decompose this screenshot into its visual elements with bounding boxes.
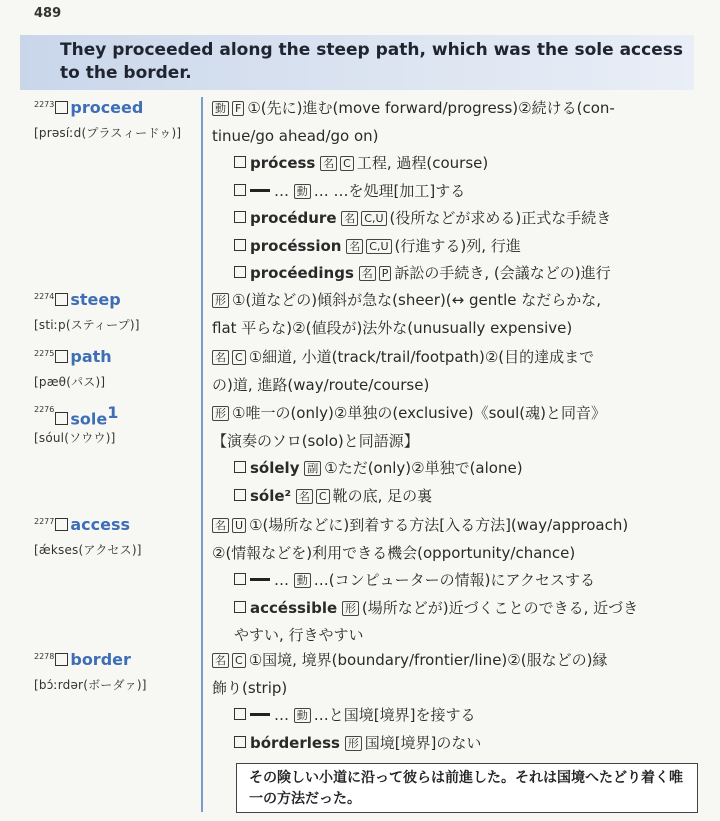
headword: path xyxy=(70,347,112,366)
checkbox-icon xyxy=(234,736,246,748)
definition-line xyxy=(234,486,432,506)
definition-text: flat 平らな)②(値段が)法外な(unusually expensive) xyxy=(212,318,573,337)
part-of-speech-tag: 動 xyxy=(212,101,229,116)
definition-text: tinue/go ahead/go on) xyxy=(212,126,379,145)
definition-line xyxy=(234,263,611,283)
part-of-speech-tag: 形 xyxy=(212,293,229,308)
part-of-speech-tag: 副 xyxy=(304,461,321,476)
headword: border xyxy=(70,650,131,669)
derived-word: procéedings xyxy=(250,264,354,282)
definition-line xyxy=(212,543,575,563)
definition-text: 靴の底, 足の裏 xyxy=(332,486,433,505)
checkbox-icon xyxy=(55,518,68,531)
definition-text: (役所などが求める)正式な手続き xyxy=(389,209,612,227)
headword-dash-icon xyxy=(250,189,270,192)
derived-word: procéssion xyxy=(250,236,342,255)
checkbox-icon xyxy=(234,184,246,196)
checkbox-icon xyxy=(234,461,246,473)
part-of-speech-tag: U xyxy=(232,518,246,533)
part-of-speech-tag: 名 xyxy=(212,350,229,365)
part-of-speech-tag: 名 xyxy=(296,489,313,504)
checkbox-icon xyxy=(234,156,246,168)
derived-word: bórderless xyxy=(250,733,340,752)
headword: proceed xyxy=(70,98,144,117)
part-of-speech-tag: 形 xyxy=(212,406,229,421)
definition-line xyxy=(234,625,364,645)
pronunciation: [bɔ́ːrdər(ボーダァ)] xyxy=(34,678,147,692)
definition-text: ①細道, 小道(track/trail/footpath)②(目的達成まで xyxy=(248,348,595,366)
part-of-speech-tag: C xyxy=(232,350,246,365)
definition-text: ①ただ(only)②単独で(alone) xyxy=(324,459,523,477)
definition-line xyxy=(212,678,287,698)
definition-text: の)道, 進路(way/route/course) xyxy=(212,375,430,394)
definition-text: やすい, 行きやすい xyxy=(234,626,364,644)
definition-text: ①国境, 境界(boundary/frontier/line)②(服などの)縁 xyxy=(248,651,608,669)
derived-word: sóle² xyxy=(250,486,292,505)
definition-line xyxy=(212,403,606,423)
definition-line xyxy=(212,347,594,367)
checkbox-icon xyxy=(234,489,246,501)
entry-number: 2274 xyxy=(34,292,55,301)
definition-text: 工程, 過程(course) xyxy=(356,154,489,172)
definition-line xyxy=(234,153,488,173)
definition-line xyxy=(212,650,607,670)
checkbox-icon xyxy=(234,573,246,585)
definition-text: (場所などが)近づくことのできる, 近づき xyxy=(361,598,639,617)
pronunciation: [sóul(ソウウ)] xyxy=(34,431,116,445)
part-of-speech-tag: 名 xyxy=(212,518,229,533)
headword-superscript: 1 xyxy=(107,403,119,422)
part-of-speech-tag: 動 xyxy=(294,708,311,723)
checkbox-icon xyxy=(234,239,246,251)
derived-word: accéssible xyxy=(250,598,338,617)
definition-line xyxy=(212,98,615,118)
definition-text: ①(道などの)傾斜が急な(sheer)(↔ gentle なだらかな, xyxy=(232,291,602,309)
headword: sole xyxy=(70,409,108,429)
definition-text: (行進する)列, 行進 xyxy=(394,236,521,255)
page-number: 489 xyxy=(34,6,62,21)
definition-line xyxy=(234,598,638,618)
entry-number: 2273 xyxy=(34,100,55,109)
definition-line xyxy=(234,458,523,478)
definition-text: ①(先に)進む(move forward/progress)②続ける(con- xyxy=(247,99,615,117)
part-of-speech-tag: 動 xyxy=(294,573,311,588)
checkbox-icon xyxy=(55,412,68,425)
headword: steep xyxy=(70,290,121,309)
definition-text: ①(場所などに)到着する方法[入る方法](way/approach) xyxy=(249,516,629,534)
definition-line xyxy=(212,290,601,310)
definition-text: ②(情報などを)利用できる機会(opportunity/chance) xyxy=(212,543,576,562)
part-of-speech-tag: 名 xyxy=(212,653,229,668)
definition-line xyxy=(212,375,429,395)
definition-text: …と国境[境界]を接する xyxy=(313,706,476,724)
checkbox-icon xyxy=(234,601,246,613)
part-of-speech-tag: 名 xyxy=(320,156,337,171)
part-of-speech-tag: 形 xyxy=(342,601,359,616)
part-of-speech-tag: C xyxy=(316,489,330,504)
ellipsis: … xyxy=(274,706,289,724)
translation-box xyxy=(236,763,698,813)
derived-word: procédure xyxy=(250,209,337,227)
part-of-speech-tag: 動 xyxy=(294,184,311,199)
definition-text: 飾り(strip) xyxy=(212,678,288,697)
definition-line xyxy=(234,733,481,753)
part-of-speech-tag: C,U xyxy=(361,211,386,226)
checkbox-icon xyxy=(234,708,246,720)
definition-text: 【演奏のソロ(solo)と同語源】 xyxy=(212,431,419,450)
definition-line xyxy=(212,318,572,338)
part-of-speech-tag: P xyxy=(379,266,392,281)
definition-text: 国境[境界]のない xyxy=(364,733,482,752)
entry-number: 2275 xyxy=(34,349,55,358)
part-of-speech-tag: 名 xyxy=(341,211,358,226)
ellipsis: … xyxy=(274,571,289,589)
definition-line xyxy=(234,705,476,725)
checkbox-icon xyxy=(234,266,246,278)
definition-line xyxy=(212,126,379,146)
definition-line xyxy=(212,431,419,451)
part-of-speech-tag: C,U xyxy=(366,239,391,254)
part-of-speech-tag: 名 xyxy=(359,266,376,281)
derived-word: prócess xyxy=(250,154,316,172)
definition-text: …(コンピューターの情報)にアクセスする xyxy=(313,571,596,589)
part-of-speech-tag: F xyxy=(232,101,244,116)
checkbox-icon xyxy=(55,350,68,363)
entry-headword-block xyxy=(34,403,118,428)
entry-headword-block xyxy=(34,347,112,366)
pronunciation: [pæθ(パス)] xyxy=(34,375,106,389)
part-of-speech-tag: C xyxy=(340,156,354,171)
definition-text: 訴訟の手続き, (会議などの)進行 xyxy=(394,264,611,282)
checkbox-icon xyxy=(234,211,246,223)
definition-text: … …を処理[加工]する xyxy=(313,181,466,200)
definition-line xyxy=(234,208,611,228)
checkbox-icon xyxy=(55,293,68,306)
headword: access xyxy=(70,515,131,534)
headword-dash-icon xyxy=(250,713,270,716)
checkbox-icon xyxy=(55,101,68,114)
definition-line xyxy=(234,181,465,201)
example-sentence-banner xyxy=(20,35,694,90)
example-sentence: They proceeded along the steep path, which was the sole access to the border. xyxy=(60,40,683,83)
part-of-speech-tag: 名 xyxy=(346,239,363,254)
checkbox-icon xyxy=(55,653,68,666)
entry-number: 2277 xyxy=(34,517,55,526)
headword-dash-icon xyxy=(250,578,270,581)
pronunciation: [prəsíːd(プラスィードゥ)] xyxy=(34,126,182,140)
pronunciation: [stiːp(スティープ)] xyxy=(34,318,140,332)
part-of-speech-tag: 形 xyxy=(345,736,362,751)
translation-text: その険しい小道に沿って彼らは前進した。それは国境へたどり着く唯一の方法だった。 xyxy=(249,770,683,807)
part-of-speech-tag: C xyxy=(232,653,246,668)
definition-line xyxy=(234,236,521,256)
definition-line xyxy=(234,570,595,590)
entry-number: 2278 xyxy=(34,652,55,661)
column-divider xyxy=(201,97,203,812)
pronunciation: [ǽkses(アクセス)] xyxy=(34,543,142,557)
entry-headword-block xyxy=(34,98,143,117)
entry-headword-block xyxy=(34,650,131,669)
ellipsis: … xyxy=(274,181,289,200)
entry-headword-block xyxy=(34,515,130,534)
derived-word: sólely xyxy=(250,459,300,477)
entry-headword-block xyxy=(34,290,121,309)
definition-text: ①唯一の(only)②単独の(exclusive)《soul(魂)と同音》 xyxy=(232,404,606,422)
definition-line xyxy=(212,515,628,535)
entry-number: 2276 xyxy=(34,405,55,414)
